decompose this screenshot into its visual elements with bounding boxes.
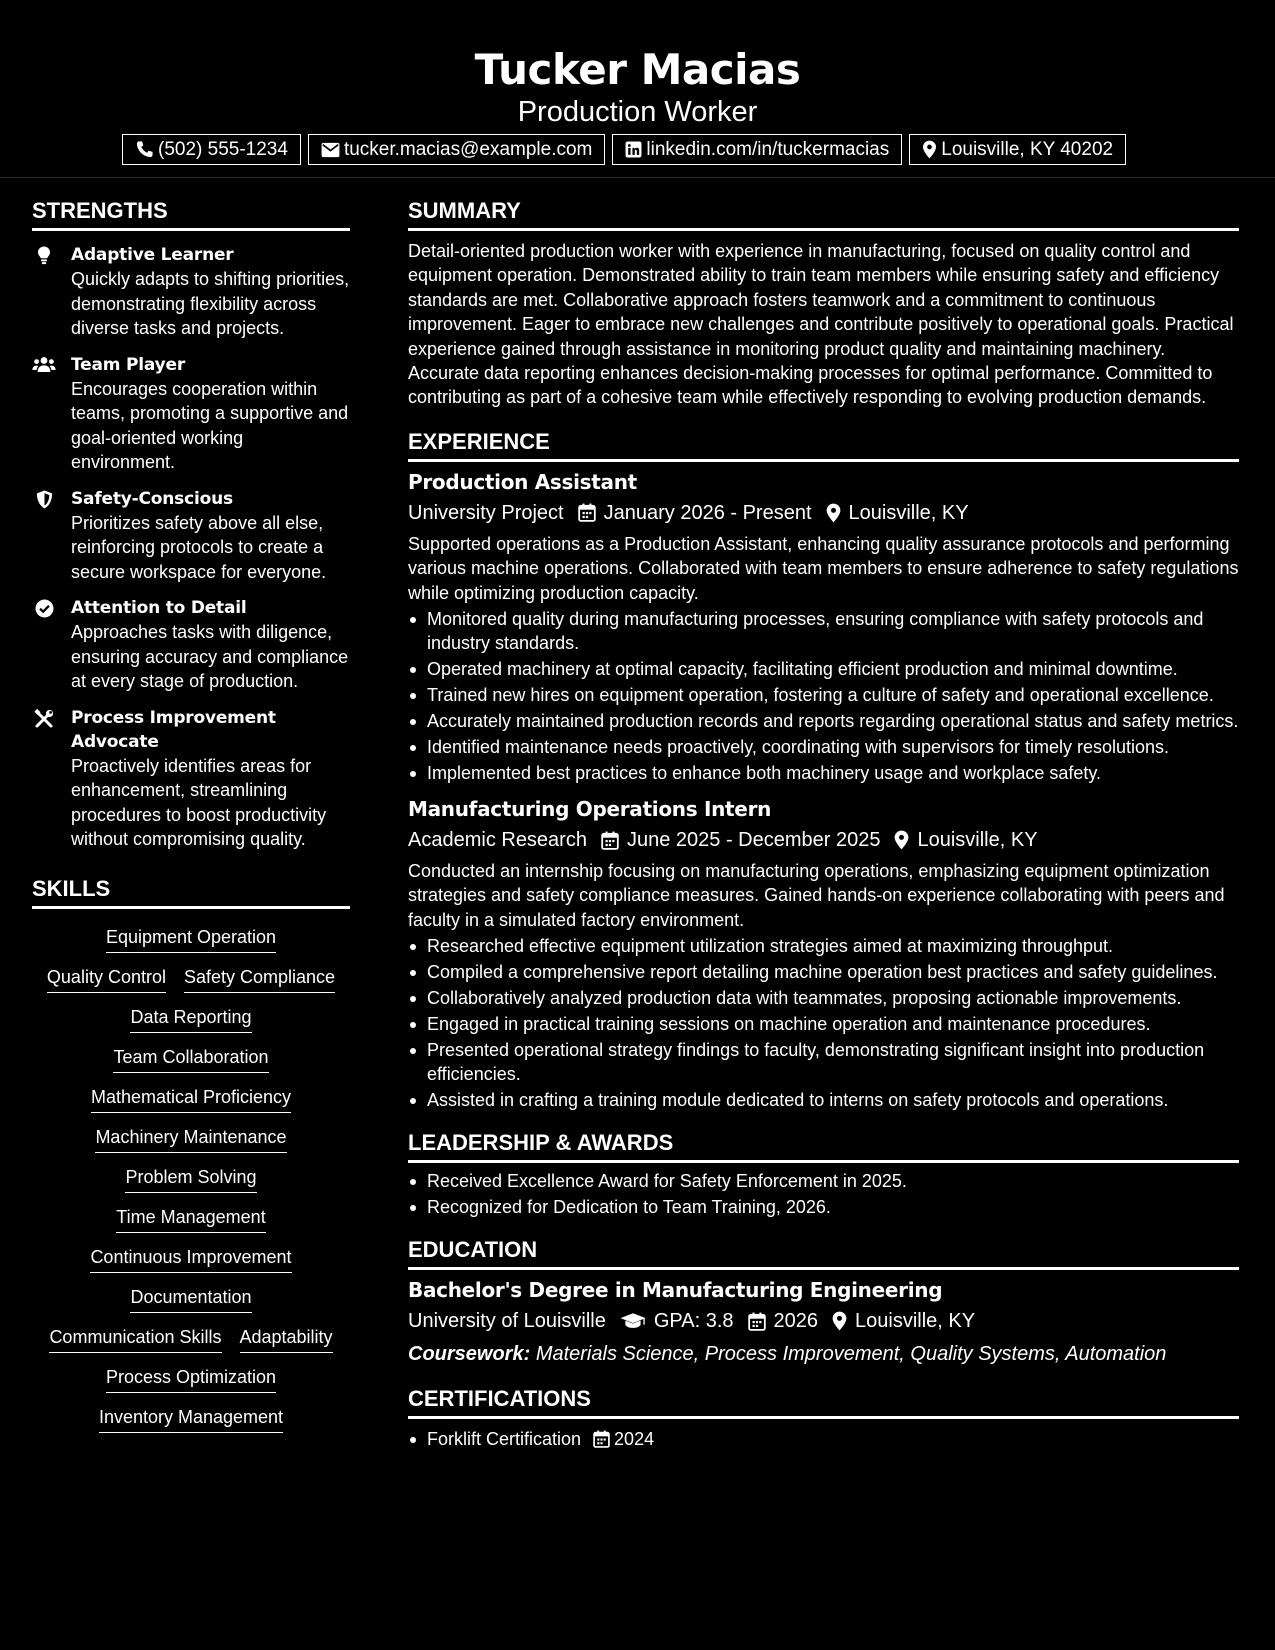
strength-title: Adaptive Learner: [71, 245, 234, 265]
job-location: Louisville, KY: [917, 829, 1038, 852]
skills-list: [32, 919, 350, 1439]
job-description: Supported operations as a Production Assistant, enhancing quality assurance protocols and performing various machine operations. Collaborated with team members to ensure adherence to safety regulations while optimizing production capacity.: [408, 533, 1239, 603]
contact-location-text: Louisville, KY 40202: [941, 138, 1114, 160]
contact-phone-text: (502) 555-1234: [158, 138, 288, 160]
job-meta: [408, 499, 1239, 527]
shield-icon: [32, 490, 56, 510]
tools-icon: [32, 709, 56, 729]
calendar-icon: [748, 1312, 766, 1331]
job-org: University Project: [408, 501, 564, 524]
contact-location[interactable]: [909, 134, 1126, 165]
experience-title: EXPERIENCE: [408, 427, 1239, 462]
coursework: [408, 1340, 1239, 1368]
left-column: [32, 196, 350, 1439]
skill-tag: Continuous Improvement: [90, 1245, 291, 1273]
list-item: Recognized for Dedication to Team Training, 2026.: [408, 1195, 1239, 1219]
list-item: Engaged in practical training sessions on machine operation and maintenance procedures.: [408, 1012, 1239, 1036]
coursework-label: Coursework:: [408, 1343, 531, 1366]
job-org: Academic Research: [408, 829, 587, 852]
list-item: Collaboratively analyzed production data with teammates, proposing actionable improvements.: [408, 986, 1239, 1010]
strength-item: [32, 353, 350, 475]
list-item: Identified maintenance needs proactively, coordinating with supervisors for timely resolutions.: [408, 735, 1239, 759]
list-item: Received Excellence Award for Safety Enforcement in 2025.: [408, 1169, 1239, 1193]
map-pin-icon: [922, 140, 937, 159]
contact-email-text: tucker.macias@example.com: [343, 138, 593, 160]
skill-tag: Adaptability: [240, 1325, 333, 1353]
check-circle-icon: [32, 599, 56, 619]
skill-tag: Data Reporting: [130, 1005, 251, 1033]
contact-linkedin-text: linkedin.com/in/tuckermacias: [646, 138, 890, 160]
skill-tag: Quality Control: [47, 965, 166, 993]
certification-year: 2024: [614, 1429, 655, 1450]
list-item: [408, 1427, 1239, 1451]
skill-tag: Time Management: [116, 1205, 265, 1233]
list-item: Operated machinery at optimal capacity, facilitating efficient production and minimal downtime.: [408, 657, 1239, 681]
users-icon: [32, 356, 56, 376]
skill-tag: Safety Compliance: [184, 965, 335, 993]
strength-desc: Quickly adapts to shifting priorities, demonstrating flexibility across diverse tasks and projects.: [71, 269, 350, 338]
map-pin-icon: [826, 503, 841, 523]
calendar-icon: [593, 1430, 610, 1448]
strength-title: Team Player: [71, 354, 186, 375]
strength-desc: Approaches tasks with diligence, ensuring accuracy and compliance at every stage of production.: [71, 622, 349, 691]
leadership-list: [408, 1169, 1239, 1219]
map-pin-icon: [894, 830, 909, 850]
gpa: GPA: 3.8: [653, 1310, 734, 1333]
graduation-cap-icon: [620, 1312, 646, 1330]
envelope-icon: [321, 142, 340, 158]
job-bullets: [408, 607, 1239, 785]
candidate-role: Production Worker: [517, 96, 758, 128]
graduation-year: 2026: [773, 1310, 819, 1333]
certifications-list: [408, 1427, 1239, 1451]
job-meta: [408, 826, 1239, 854]
degree-title: Bachelor's Degree in Manufacturing Engineering: [408, 1278, 943, 1303]
skill-tag: Machinery Maintenance: [95, 1125, 286, 1153]
job-title: Manufacturing Operations Intern: [408, 797, 772, 822]
skill-tag: Mathematical Proficiency: [91, 1085, 291, 1113]
strength-desc: Encourages cooperation within teams, promoting a supportive and goal-oriented working environment.: [71, 378, 349, 472]
job-entry: [408, 468, 1239, 785]
summary-title: SUMMARY: [408, 196, 1239, 231]
skill-tag: Problem Solving: [125, 1165, 256, 1193]
skill-tag: Communication Skills: [49, 1325, 221, 1353]
strength-title: Attention to Detail: [71, 598, 247, 618]
education-title: EDUCATION: [408, 1235, 1239, 1270]
strength-title: Process Improvement Advocate: [71, 707, 276, 752]
strength-desc: Proactively identifies areas for enhancement, streamlining procedures to boost productivity without compromising quality.: [71, 755, 327, 849]
skill-tag: Equipment Operation: [106, 925, 276, 953]
list-item: Compiled a comprehensive report detailing machine operation best practices and safety guidelines.: [408, 960, 1239, 984]
contact-bar: [122, 134, 1133, 165]
strength-item: [32, 243, 350, 341]
list-item: Presented operational strategy findings to faculty, demonstrating significant insight into production efficiencies.: [408, 1038, 1239, 1086]
list-item: Implemented best practices to enhance both machinery usage and workplace safety.: [408, 761, 1239, 785]
list-item: Accurately maintained production records and reports regarding operational status and safety metrics.: [408, 709, 1239, 733]
job-dates: January 2026 - Present: [603, 501, 812, 524]
calendar-icon: [578, 503, 596, 522]
phone-icon: [135, 140, 154, 159]
strength-item: [32, 706, 350, 852]
contact-email[interactable]: [308, 134, 605, 165]
strength-item: [32, 596, 350, 694]
skills-title: SKILLS: [32, 874, 350, 909]
job-description: Conducted an internship focusing on manufacturing operations, emphasizing equipment optimization strategies and safety compliance measures. Gained hands-on experience collaborating with peers and faculty in a simulated factory environment.: [408, 861, 1225, 930]
certification-name: Forklift Certification: [427, 1429, 582, 1450]
job-dates: June 2025 - December 2025: [626, 829, 881, 852]
right-column: [408, 196, 1239, 1451]
list-item: Trained new hires on equipment operation, fostering a culture of safety and operational excellence.: [408, 683, 1239, 707]
map-pin-icon: [832, 1311, 847, 1331]
strength-item: [32, 487, 350, 585]
contact-phone[interactable]: [122, 134, 301, 165]
coursework-list: Materials Science, Process Improvement, Quality Systems, Automation: [535, 1343, 1167, 1366]
lightbulb-icon: [32, 246, 56, 266]
school-name: University of Louisville: [408, 1310, 606, 1333]
skill-tag: Documentation: [130, 1285, 251, 1313]
list-item: Researched effective equipment utilization strategies aimed at maximizing throughput.: [408, 934, 1239, 958]
education-meta: [408, 1307, 1239, 1335]
candidate-name: Tucker Macias: [474, 45, 801, 94]
linkedin-icon: [625, 141, 642, 158]
strength-title: Safety-Conscious: [71, 488, 233, 509]
list-item: Assisted in crafting a training module dedicated to interns on safety protocols and operations.: [408, 1088, 1239, 1112]
job-location: Louisville, KY: [848, 501, 969, 524]
job-entry: [408, 795, 1239, 1112]
job-bullets: [408, 934, 1239, 1112]
strengths-title: STRENGTHS: [32, 196, 350, 231]
summary-text: Detail-oriented production worker with experience in manufacturing, focused on quality control and equipment operation. Demonstrated ability to train team members while ensuring safety and efficiency standards are met. Collaborative approach fosters teamwork and a commitment to continuous improvement. Eager to embrace new challenges and contribute positively to operational goals. Practical experience gained through assistance in monitoring product quality and maintaining machinery. Accurate data reporting enhances decision-making processes for optimal performance. Committed to contributing as part of a cohesive team while effectively responding to evolving production demands.: [408, 241, 1234, 408]
skill-tag: Inventory Management: [99, 1405, 283, 1433]
contact-linkedin[interactable]: [612, 134, 902, 165]
skill-tag: Team Collaboration: [113, 1045, 268, 1073]
school-location: Louisville, KY: [855, 1310, 976, 1333]
skill-tag: Process Optimization: [106, 1365, 276, 1393]
leadership-title: LEADERSHIP & AWARDS: [408, 1128, 1239, 1163]
calendar-icon: [601, 831, 619, 850]
list-item: Monitored quality during manufacturing processes, ensuring compliance with safety protocols and industry standards.: [408, 607, 1239, 655]
job-title: Production Assistant: [408, 469, 637, 494]
certifications-title: CERTIFICATIONS: [408, 1384, 1239, 1419]
strength-desc: Prioritizes safety above all else, reinforcing protocols to create a secure workspace for everyone.: [71, 512, 327, 582]
resume-header: [0, 0, 1275, 178]
